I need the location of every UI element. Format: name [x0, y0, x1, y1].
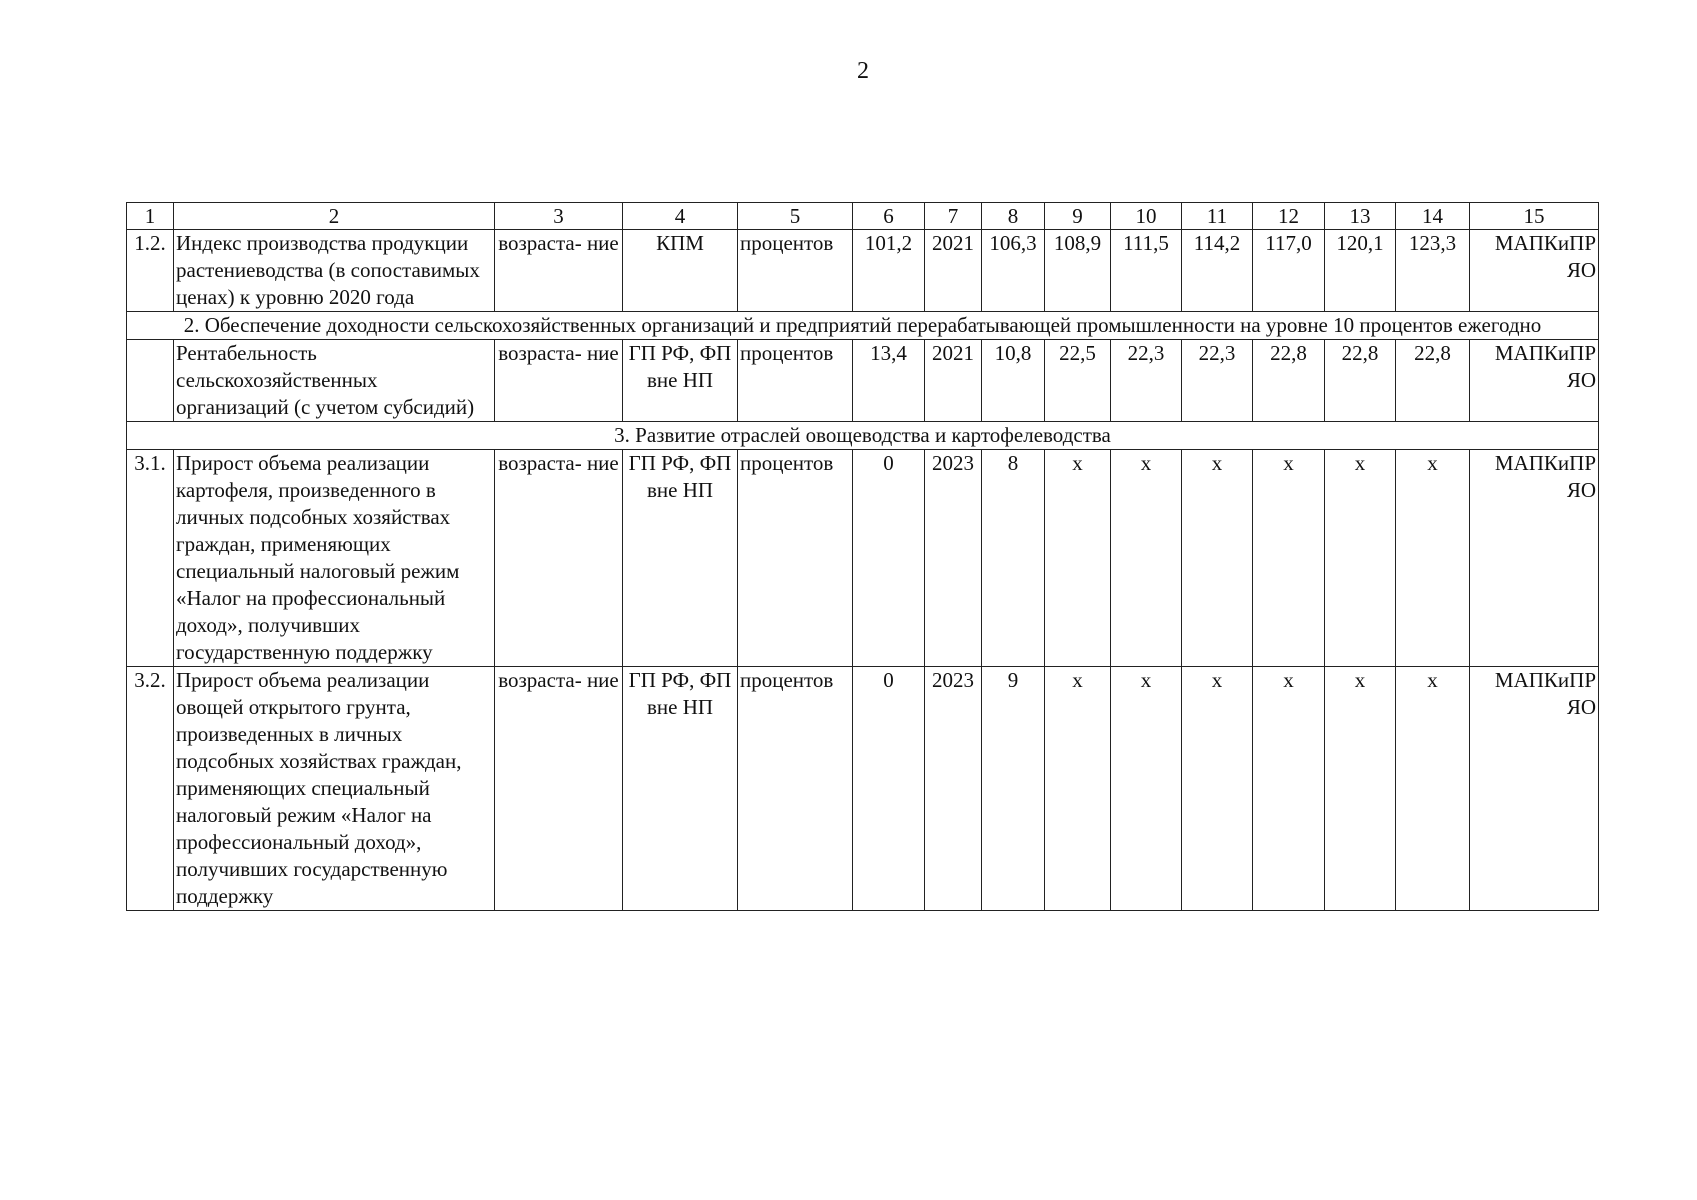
- base-value: 101,2: [853, 230, 925, 312]
- row-number: [127, 340, 174, 422]
- header-cell: 10: [1111, 203, 1182, 230]
- header-cell: 1: [127, 203, 174, 230]
- value-cell: 8: [982, 450, 1045, 667]
- unit: процентов: [738, 667, 853, 911]
- base-value: 0: [853, 450, 925, 667]
- row-number: 3.2.: [127, 667, 174, 911]
- header-cell: 13: [1325, 203, 1396, 230]
- base-value: 13,4: [853, 340, 925, 422]
- value-cell: х: [1396, 667, 1470, 911]
- responsible: МАПКиПР ЯО: [1470, 450, 1599, 667]
- direction: возраста- ние: [495, 340, 623, 422]
- value-cell: 106,3: [982, 230, 1045, 312]
- value-cell: х: [1253, 667, 1325, 911]
- value-cell: 22,5: [1045, 340, 1111, 422]
- section-row: [127, 312, 1599, 340]
- header-cell: 8: [982, 203, 1045, 230]
- source: ГП РФ, ФП вне НП: [623, 450, 738, 667]
- unit: процентов: [738, 450, 853, 667]
- value-cell: 10,8: [982, 340, 1045, 422]
- value-cell: х: [1396, 450, 1470, 667]
- header-cell: 2: [174, 203, 495, 230]
- indicator-name: Индекс производства продукции растениеводства (в сопоставимых ценах) к уровню 2020 года: [174, 230, 495, 312]
- value-cell: 9: [982, 667, 1045, 911]
- indicator-name: Прирост объема реализации картофеля, произведенного в личных подсобных хозяйствах граждан, применяющих специальный налоговый режим «Налог на профессиональный доход», получивших государственную поддержку: [174, 450, 495, 667]
- base-year: 2023: [925, 667, 982, 911]
- value-cell: 22,8: [1253, 340, 1325, 422]
- value-cell: х: [1111, 450, 1182, 667]
- value-cell: х: [1045, 667, 1111, 911]
- responsible: МАПКиПР ЯО: [1470, 667, 1599, 911]
- header-cell: 5: [738, 203, 853, 230]
- value-cell: 22,3: [1182, 340, 1253, 422]
- source: ГП РФ, ФП вне НП: [623, 667, 738, 911]
- direction: возраста- ние: [495, 450, 623, 667]
- base-year: 2021: [925, 340, 982, 422]
- value-cell: 108,9: [1045, 230, 1111, 312]
- value-cell: 123,3: [1396, 230, 1470, 312]
- column-number-row: [127, 203, 1599, 230]
- header-cell: 11: [1182, 203, 1253, 230]
- value-cell: х: [1325, 667, 1396, 911]
- header-cell: 7: [925, 203, 982, 230]
- row-number: 3.1.: [127, 450, 174, 667]
- indicator-name: Рентабельность сельскохозяйственных организаций (с учетом субсидий): [174, 340, 495, 422]
- base-value: 0: [853, 667, 925, 911]
- base-year: 2021: [925, 230, 982, 312]
- value-cell: х: [1182, 667, 1253, 911]
- unit: процентов: [738, 340, 853, 422]
- row-number: 1.2.: [127, 230, 174, 312]
- value-cell: 120,1: [1325, 230, 1396, 312]
- section-title: 2. Обеспечение доходности сельскохозяйственных организаций и предприятий перерабатывающей промышленности на уровне 10 процентов ежегодно: [127, 312, 1599, 340]
- unit: процентов: [738, 230, 853, 312]
- page-number: 2: [857, 58, 869, 84]
- table-row: [127, 230, 1599, 312]
- header-cell: 3: [495, 203, 623, 230]
- value-cell: х: [1111, 667, 1182, 911]
- value-cell: х: [1045, 450, 1111, 667]
- header-cell: 4: [623, 203, 738, 230]
- indicator-name: Прирост объема реализации овощей открытого грунта, произведенных в личных подсобных хозяйствах граждан, применяющих специальный налоговый режим «Налог на профессиональный доход», получивших государственную поддержку: [174, 667, 495, 911]
- value-cell: 111,5: [1111, 230, 1182, 312]
- table-row: [127, 340, 1599, 422]
- direction: возраста- ние: [495, 667, 623, 911]
- source: ГП РФ, ФП вне НП: [623, 340, 738, 422]
- table-row: [127, 450, 1599, 667]
- indicators-table: [126, 202, 1599, 911]
- header-cell: 15: [1470, 203, 1599, 230]
- value-cell: 117,0: [1253, 230, 1325, 312]
- header-cell: 6: [853, 203, 925, 230]
- value-cell: х: [1325, 450, 1396, 667]
- responsible: МАПКиПР ЯО: [1470, 230, 1599, 312]
- header-cell: 9: [1045, 203, 1111, 230]
- header-cell: 12: [1253, 203, 1325, 230]
- base-year: 2023: [925, 450, 982, 667]
- value-cell: 114,2: [1182, 230, 1253, 312]
- value-cell: х: [1253, 450, 1325, 667]
- section-title: 3. Развитие отраслей овощеводства и картофелеводства: [127, 422, 1599, 450]
- responsible: МАПКиПР ЯО: [1470, 340, 1599, 422]
- value-cell: 22,3: [1111, 340, 1182, 422]
- section-row: [127, 422, 1599, 450]
- source: КПМ: [623, 230, 738, 312]
- table-row: [127, 667, 1599, 911]
- value-cell: 22,8: [1396, 340, 1470, 422]
- direction: возраста- ние: [495, 230, 623, 312]
- header-cell: 14: [1396, 203, 1470, 230]
- value-cell: 22,8: [1325, 340, 1396, 422]
- value-cell: х: [1182, 450, 1253, 667]
